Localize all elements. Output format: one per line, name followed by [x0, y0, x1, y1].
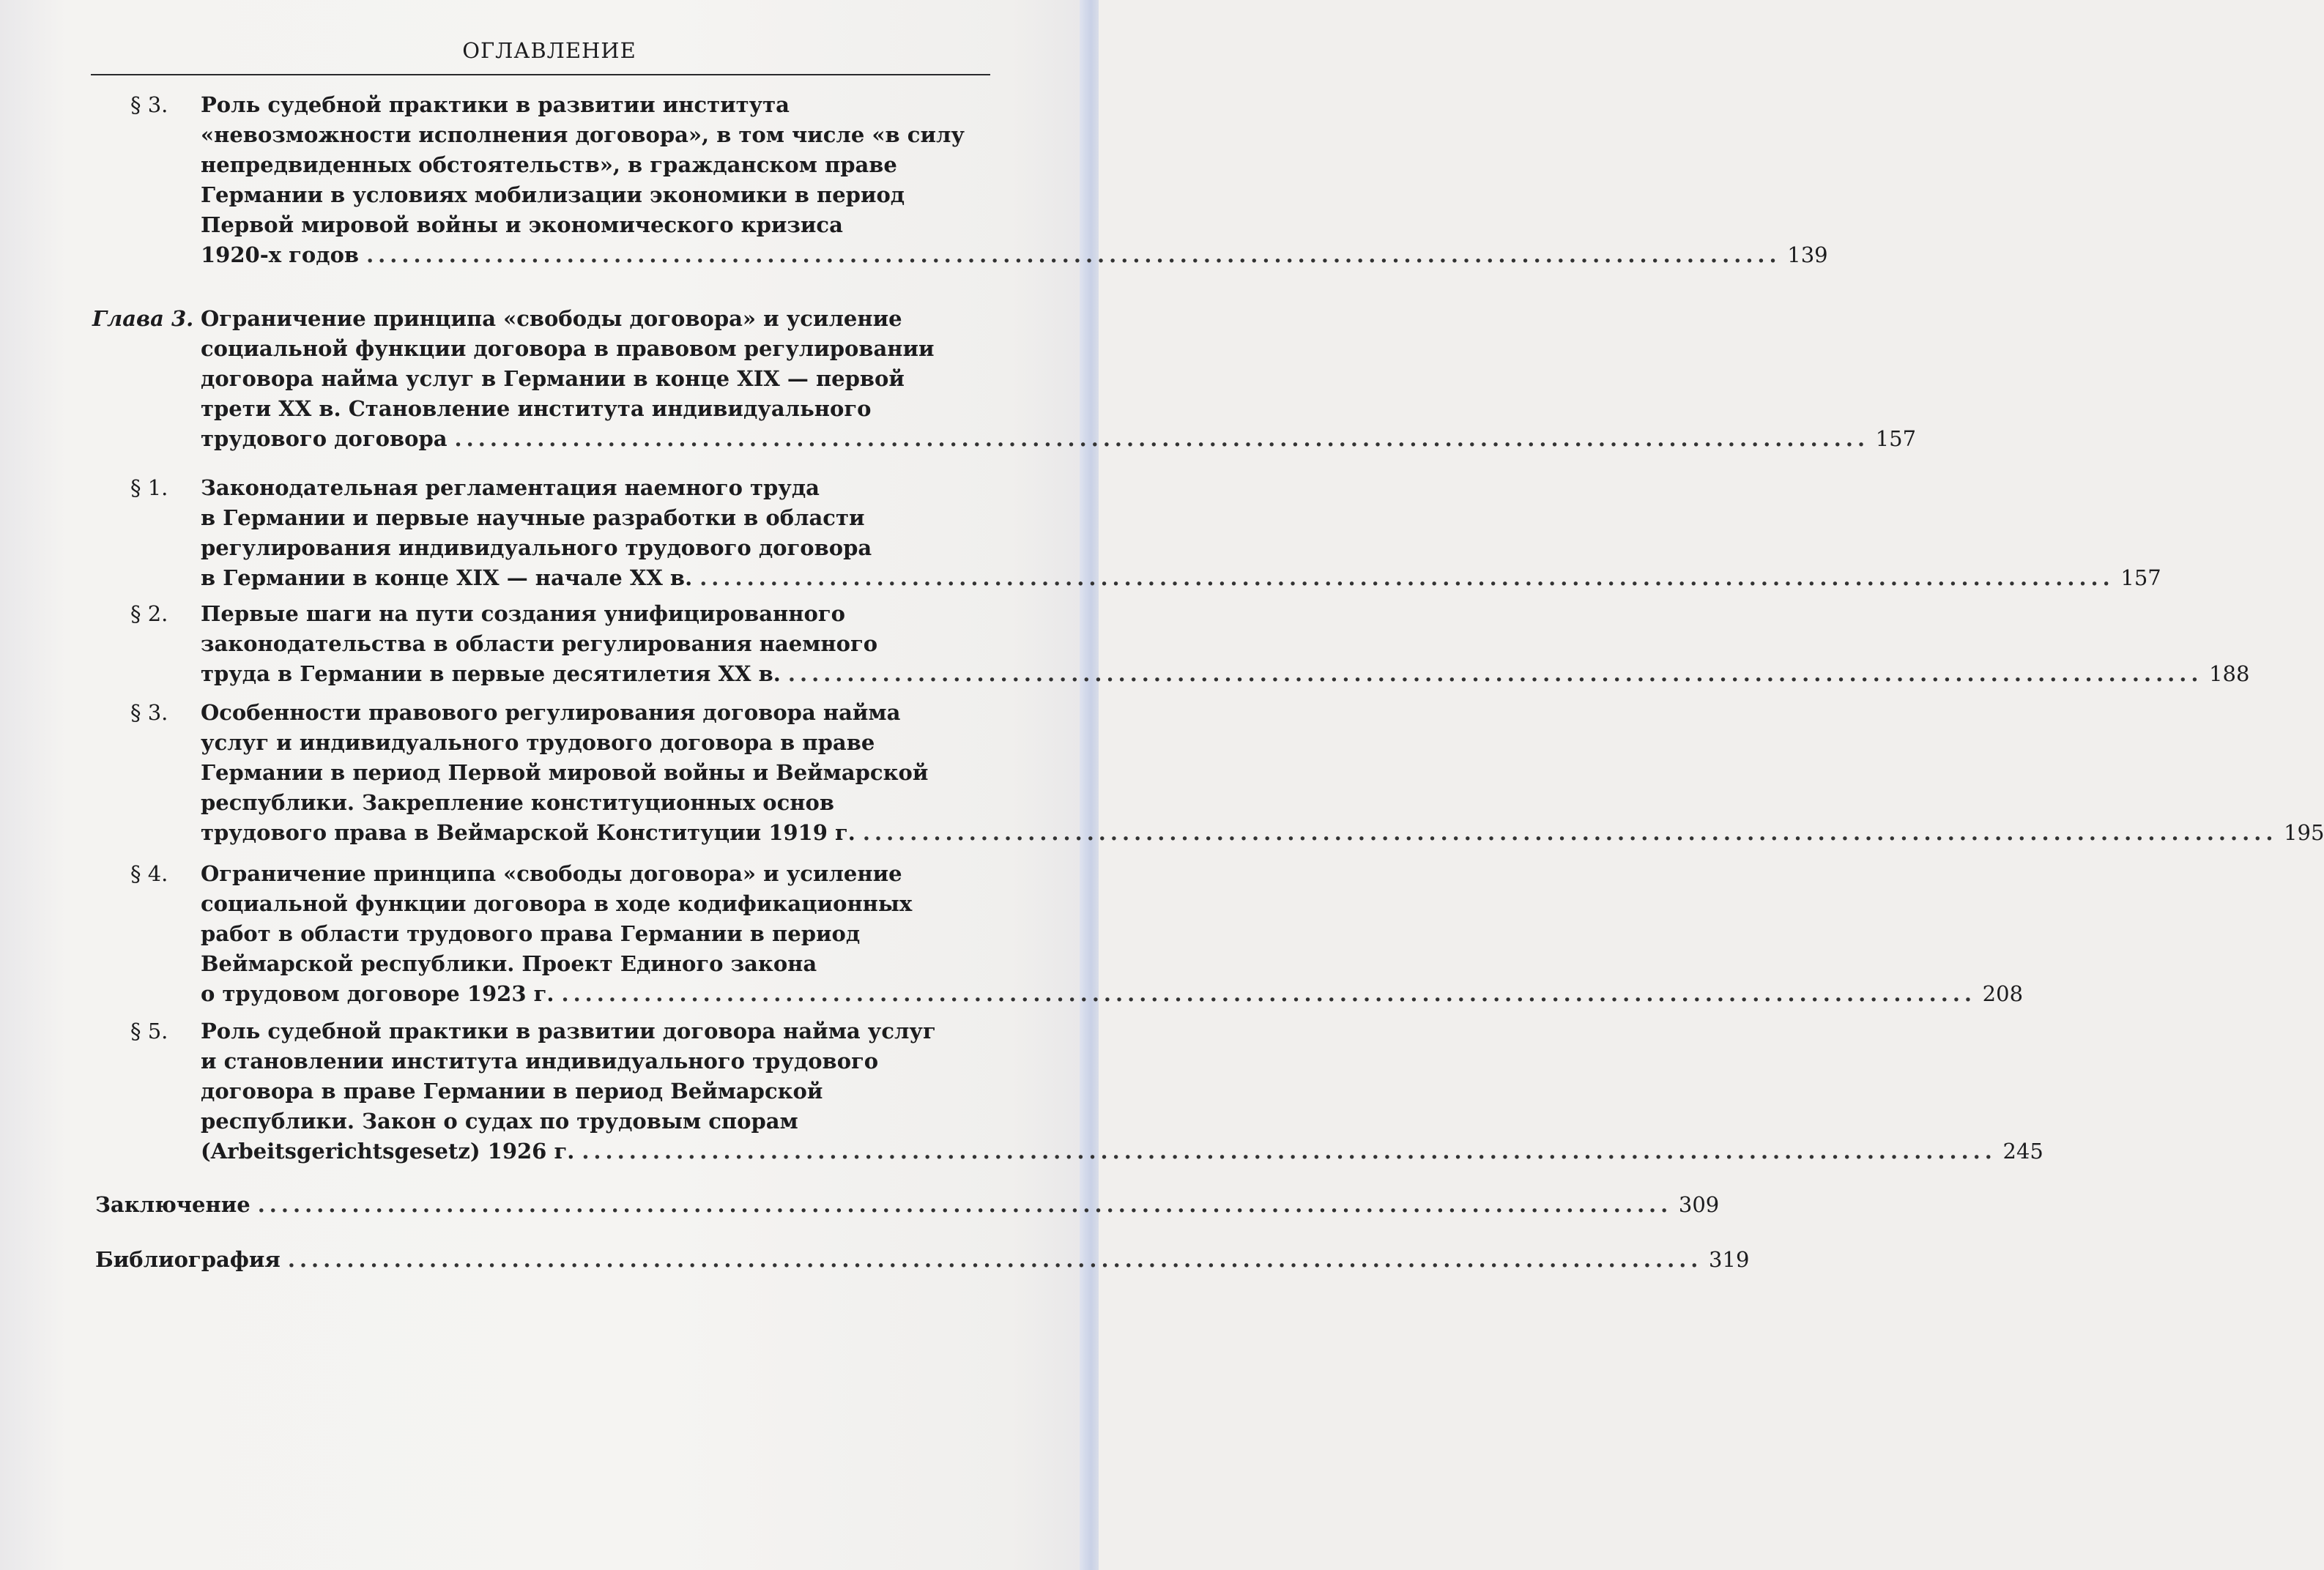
toc-entry-line: трудового договора	[201, 426, 448, 451]
toc-entry-label: § 4.	[130, 861, 168, 886]
toc-entry-line: о трудовом договоре 1923 г.	[201, 981, 554, 1006]
page-number: 157	[2120, 565, 2161, 590]
toc-entry-line: законодательства в области регулирования наемного	[201, 631, 878, 656]
toc-entry-line: Законодательная регламентация наемного труда	[201, 475, 820, 500]
toc-entry-line: «невозможности исполнения договора», в том числе «в силу	[201, 122, 965, 147]
toc-entry-line: Германии в условиях мобилизации экономики в период	[201, 182, 905, 207]
toc-entry-line: непредвиденных обстоятельств», в гражданском праве	[201, 152, 897, 177]
page-edge	[1080, 0, 1099, 1570]
dot-leader: ........................................................................................................................	[561, 981, 1977, 1006]
toc-entry-line: договора в праве Германии в период Веймарской	[201, 1079, 823, 1104]
toc-entry-line: работ в области трудового права Германии в период	[201, 921, 861, 946]
page-number: 195	[2284, 820, 2324, 845]
toc-entry-line: социальной функции договора в ходе кодификационных	[201, 891, 913, 916]
toc-entry-label: § 3.	[130, 700, 168, 725]
toc-entry-line: Германии в период Первой мировой войны и Веймарской	[201, 760, 929, 785]
toc-entry-line: (Arbeitsgerichtsgesetz) 1926 г.	[201, 1139, 575, 1164]
dot-leader: ........................................................................................................................	[257, 1192, 1673, 1217]
dot-leader: ........................................................................................................................	[862, 820, 2278, 845]
page-title: ОГЛАВЛЕНИЕ	[462, 38, 636, 63]
toc-entry-line: республики. Закон о судах по трудовым спорам	[201, 1109, 798, 1134]
toc-entry-line: Веймарской республики. Проект Единого закона	[201, 951, 817, 976]
dot-leader: ........................................................................................................................	[787, 661, 2203, 686]
toc-entry-line: 1920-х годов	[201, 242, 360, 267]
toc-entry-line: услуг и индивидуального трудового договора в праве	[201, 730, 875, 755]
toc-entry-line: и становлении института индивидуального трудового	[201, 1049, 879, 1074]
dot-leader: ........................................................................................................................	[287, 1247, 1703, 1272]
toc-entry-line: в Германии в конце XIX — начале XX в.	[201, 565, 693, 590]
toc-entry-line: Особенности правового регулирования договора найма	[201, 700, 901, 725]
page-number: 245	[2002, 1139, 2043, 1164]
toc-entry-line: Ограничение принципа «свободы договора» и усиление	[201, 306, 902, 331]
toc-entry-line: трети XX в. Становление института индивидуального	[201, 396, 872, 421]
toc-entry-line: Ограничение принципа «свободы договора» и усиление	[201, 861, 902, 886]
page-number: 157	[1875, 426, 1917, 451]
toc-entry-line: труда в Германии в первые десятилетия XX в.	[201, 661, 781, 686]
toc-entry-line: Роль судебной практики в развитии института	[201, 92, 790, 117]
toc-entry-line: регулирования индивидуального трудового договора	[201, 535, 872, 560]
page-number: 208	[1982, 981, 2024, 1006]
toc-entry-line: Библиография	[95, 1247, 281, 1272]
toc-entry-label: § 3.	[130, 92, 168, 117]
toc-entry-label: § 1.	[130, 475, 168, 500]
toc-entry-line: социальной функции договора в правовом регулировании	[201, 336, 935, 361]
toc-entry-line: договора найма услуг в Германии в конце XIX — первой	[201, 366, 905, 391]
page-number: 319	[1709, 1247, 1750, 1272]
toc-chapter-label: Глава 3.	[92, 306, 194, 331]
toc-entry-line: Роль судебной практики в развитии договора найма услуг	[201, 1019, 936, 1043]
dot-leader: ........................................................................................................................	[366, 242, 1781, 267]
page-number: 139	[1787, 242, 1828, 267]
toc-entry-line: Первые шаги на пути создания унифицированного	[201, 601, 845, 626]
header-rule	[91, 74, 990, 75]
dot-leader: ........................................................................................................................	[582, 1139, 1997, 1164]
dot-leader: ........................................................................................................................	[699, 565, 2115, 590]
toc-entry-line: Первой мировой войны и экономического кризиса	[201, 212, 843, 237]
toc-entry-line: республики. Закрепление конституционных основ	[201, 790, 834, 815]
toc-entry-label: § 2.	[130, 601, 168, 626]
page-number: 188	[2209, 661, 2250, 686]
dot-leader: ........................................................................................................................	[454, 426, 1870, 451]
toc-entry-line: в Германии и первые научные разработки в области	[201, 505, 865, 530]
toc-entry-line: трудового права в Веймарской Конституции 1919 г.	[201, 820, 855, 845]
page-number: 309	[1678, 1192, 1720, 1217]
toc-entry-label: § 5.	[130, 1019, 168, 1043]
toc-entry-line: Заключение	[95, 1192, 250, 1217]
